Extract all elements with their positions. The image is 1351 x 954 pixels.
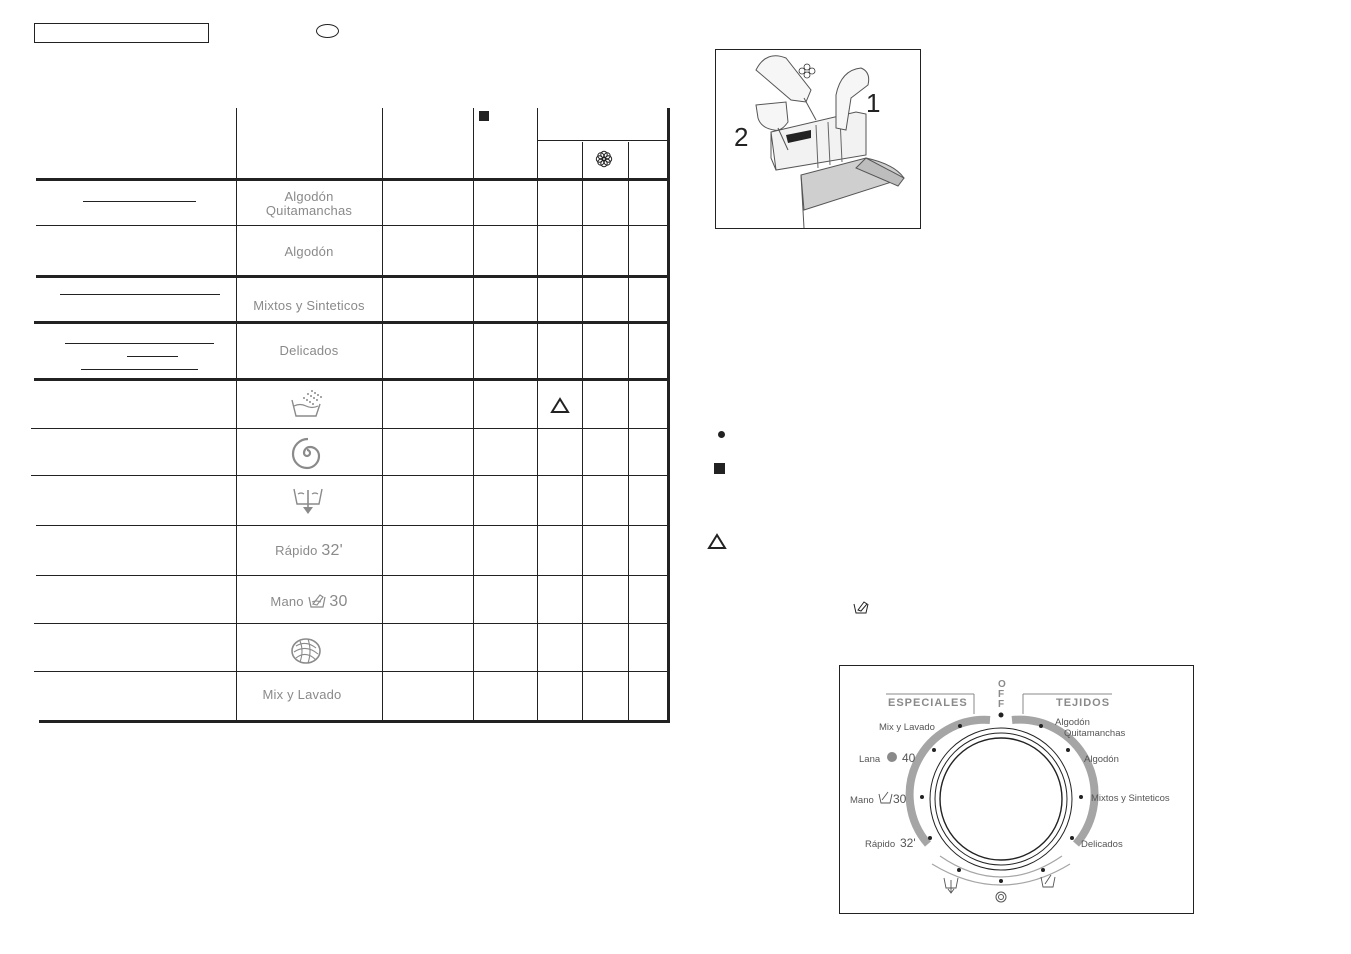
program-label-line: Quitamanchas [265, 203, 353, 218]
table-col-line [537, 108, 538, 722]
hand-wash-icon [879, 792, 892, 803]
table-subheader-line [537, 140, 669, 141]
table-row-line [36, 275, 669, 278]
program-label-hand-wash [236, 592, 382, 609]
softener-flower-icon [594, 149, 614, 169]
program-label-temperature: 30 [329, 593, 348, 610]
triangle-icon [707, 533, 727, 550]
off-label-f2: F [998, 699, 1005, 710]
category-underline [60, 294, 220, 295]
table-row-line [36, 525, 669, 526]
especiales-label: ESPECIALES [888, 697, 968, 709]
program-label-minutes: 32' [321, 542, 343, 559]
hand-wash-icon [308, 592, 326, 608]
table-row-line [34, 321, 669, 324]
drain-icon [292, 486, 324, 518]
prewash-square-icon [479, 111, 489, 121]
wool-icon [887, 752, 897, 762]
category-underline [65, 343, 214, 344]
program-label-line: Delicados [279, 343, 339, 358]
table-row-line [34, 671, 669, 672]
off-label-f1: F [998, 689, 1005, 700]
program-label-line: Mixtos y Sinteticos [253, 298, 365, 313]
program-label-line: Mano [270, 594, 304, 609]
detergent-dispenser-figure [715, 49, 921, 229]
program-dial-panel [839, 665, 1194, 914]
hand-wash-icon [853, 600, 869, 614]
program-label-line: Rápido [275, 543, 318, 558]
dial-mixtos-sinteticos: Mixtos y Sinteticos [1091, 793, 1170, 804]
dial-lana-temp: 40 [902, 751, 916, 765]
table-row-line [34, 623, 669, 624]
dial-algodon-quitamanchas: Algodón [1055, 717, 1090, 728]
table-col-line [473, 108, 474, 722]
program-label-delicates [236, 344, 382, 358]
program-dial[interactable] [840, 666, 1193, 913]
spin-icon [290, 436, 324, 470]
program-label-line: Algodón [284, 244, 334, 259]
table-row-line [36, 178, 669, 181]
language-oval-badge [316, 24, 339, 38]
table-row-line [31, 475, 669, 476]
compartment-2-label: 2 [734, 122, 749, 152]
dial-rapido-min: 32' [900, 836, 916, 850]
dial-lana: Lana [859, 754, 881, 765]
triangle-icon [550, 397, 570, 414]
table-col-line [382, 108, 383, 722]
table-row-line [36, 225, 669, 226]
table-row-line [36, 575, 669, 576]
square-icon [714, 463, 725, 474]
category-underline [81, 369, 198, 370]
program-label-cotton-stain [236, 190, 382, 218]
tejidos-label: TEJIDOS [1056, 697, 1111, 709]
program-label-mix-wash [229, 688, 375, 702]
table-col-line [582, 142, 583, 722]
table-right-border [667, 108, 670, 723]
dispenser-illustration [716, 50, 920, 228]
header-box [34, 23, 209, 43]
dial-delicados: Delicados [1081, 839, 1123, 850]
dial-mano-temp: 30 [893, 792, 907, 806]
table-col-line [628, 142, 629, 722]
program-label-mixed-synthetics [236, 299, 382, 313]
table-row-line [31, 428, 669, 429]
program-label-line: Mix y Lavado [262, 687, 342, 702]
dial-rapido: Rápido [865, 839, 896, 850]
spin-icon [996, 892, 1006, 902]
program-label-cotton [236, 245, 382, 259]
category-underline [83, 201, 196, 202]
dial-algodon: Algodón [1084, 754, 1119, 765]
dial-mano: Mano [850, 795, 874, 806]
compartment-1-label: 1 [866, 88, 881, 118]
dial-quitamanchas: Quitamanchas [1064, 728, 1126, 739]
category-underline [127, 356, 178, 357]
wool-icon [290, 636, 322, 666]
rinse-icon [290, 388, 326, 420]
off-label-o: O [998, 679, 1006, 690]
program-label-line: Algodón [284, 189, 334, 204]
table-row-line [34, 378, 669, 381]
table-bottom-line [39, 720, 669, 723]
program-label-quick [236, 544, 382, 558]
dot-icon [718, 431, 725, 438]
drain-icon [944, 878, 958, 893]
dial-mix-lavado: Mix y Lavado [879, 722, 935, 733]
